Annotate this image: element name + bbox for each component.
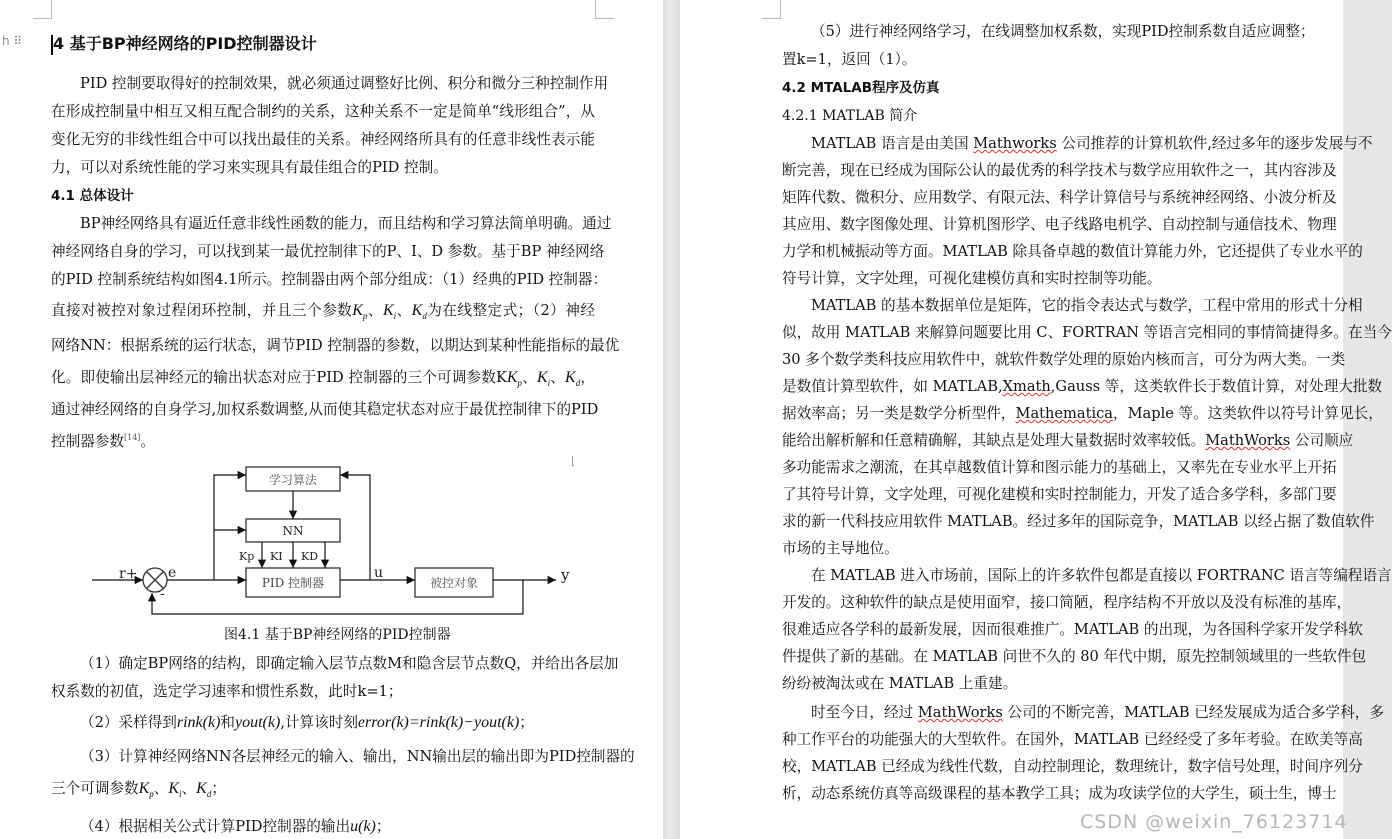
- spellcheck-flagged-word: MathWorks: [917, 704, 1003, 721]
- text-run: 为在线整定式；（2）神经: [426, 302, 595, 319]
- kp-label: Kp: [239, 550, 255, 563]
- document-page-right: [680, 0, 1392, 839]
- pid-block-diagram: [0, 455, 620, 623]
- learning-algorithm-label: 学习算法: [268, 473, 318, 487]
- text-line[interactable]: [782, 376, 1383, 398]
- math-subscript: d: [206, 789, 212, 800]
- text-line[interactable]: [51, 241, 605, 263]
- text-line[interactable]: [51, 335, 620, 357]
- text-run: 似，故用 MATLAB 来解算问题要比用 C、FORTRAN 等语言完相同的事情简捷得多。在当今: [782, 324, 1392, 341]
- margin-corner-mark: [33, 0, 52, 19]
- math-symbol: [168, 780, 182, 800]
- text-line[interactable]: [51, 101, 595, 123]
- text-run: BP神经网络具有逼近任意非线性函数的能力，而且结构和学习算法简单明确。通过: [80, 215, 612, 232]
- text-run: ；: [375, 818, 391, 835]
- text-run: （4）根据相关公式计算PID控制器的输出: [80, 818, 351, 835]
- text-line[interactable]: [51, 129, 595, 151]
- math-base: K: [352, 302, 363, 319]
- text-run: 三个可调参数: [51, 780, 139, 797]
- margin-corner-mark: [595, 0, 614, 19]
- text-line[interactable]: [782, 160, 1337, 182]
- text-run: 件提供了新的基础。在 MATLAB 问世不久的 80 年代中期，原先控制领域里的一些软件包: [782, 648, 1367, 665]
- text-run: 化。即使输出层神经元的输出状态对应于PID 控制器的三个可调参数K: [51, 369, 507, 386]
- text-line[interactable]: [782, 538, 1325, 560]
- text-run: 直接对被控对象过程闭环控制，并且三个参数: [51, 302, 353, 319]
- math-base: K: [536, 369, 548, 386]
- text-run: 通过神经网络的自身学习,加权系数调整,从而使其稳定状态对应于最优控制律下的PID: [51, 401, 599, 418]
- text-line[interactable]: [782, 673, 1325, 695]
- input-r-label: r+: [119, 566, 138, 582]
- figure-caption: 图4.1 基于BP神经网络的PID控制器: [224, 627, 451, 643]
- text-run: 、: [396, 302, 412, 319]
- margin-corner-mark: [572, 456, 574, 466]
- output-y-label: y: [561, 566, 570, 584]
- text-line[interactable]: [51, 367, 595, 389]
- text-run: PID 控制要取得好的控制效果，就必须通过调整好比例、积分和微分三种控制作用: [80, 75, 609, 92]
- math-expression: rink(k): [176, 714, 221, 731]
- page-gap: [663, 0, 680, 839]
- control-u-label: u: [374, 565, 384, 581]
- text-run: 和: [220, 714, 235, 731]
- text-run: 很难适应各学科的最新发展，因而很难推广。MATLAB 的出现，为各国科学家开发学科软: [782, 621, 1363, 638]
- text-line[interactable]: [80, 73, 609, 95]
- text-run: ；: [211, 780, 226, 797]
- math-symbol: [565, 369, 581, 389]
- text-line[interactable]: [782, 619, 1363, 641]
- text-run: 神经网络自身的学习，可以找到某一最优控制律下的P、I、D 参数。基于BP 神经网络: [51, 243, 605, 260]
- paragraph-drag-handle-icon[interactable]: h ⠿: [2, 34, 23, 48]
- text-run: 力，可以对系统性能的学习来实现具有最佳组合的PID 控制。: [51, 159, 448, 176]
- subsection-heading-4-2-1[interactable]: 4.2.1 MATLAB 简介: [782, 108, 918, 124]
- text-run: 开发的。这种软件的缺点是使用面窄，接口简陋，程序结构不开放以及没有标准的基库，: [782, 594, 1352, 611]
- text-run: 。: [140, 432, 156, 450]
- text-line[interactable]: [782, 349, 1346, 371]
- text-run: 断完善，现在已经成为国际公认的最优秀的科学技术与数学应用软件之一，其内容涉及: [782, 162, 1337, 179]
- spellcheck-flagged-word: MathWorks: [1205, 432, 1291, 449]
- math-symbol: [382, 302, 397, 322]
- pid-controller-label: PID 控制器: [261, 576, 325, 590]
- math-base: K: [196, 780, 207, 797]
- text-run: 是数值计算型软件，如 MATLAB,: [782, 378, 1003, 395]
- math-subscript: d: [575, 378, 581, 389]
- text-line[interactable]: [811, 565, 1392, 587]
- citation-reference: [14]: [123, 433, 141, 442]
- kd-label: KD: [301, 550, 319, 563]
- spellcheck-flagged-word: Xmath: [1002, 378, 1051, 395]
- math-base: K: [138, 780, 150, 797]
- error-e-label: e: [168, 565, 177, 581]
- text-line[interactable]: [782, 756, 1363, 778]
- text-run: 力学和机械振动等方面。MATLAB 除具备卓越的数值计算能力外，它还提供了专业水平的: [782, 243, 1363, 260]
- text-line[interactable]: [782, 783, 1337, 805]
- text-line[interactable]: [782, 214, 1337, 236]
- text-run: 据效率高；另一类是数学分析型件，: [782, 405, 1016, 422]
- math-expression: error(k)=rink(k)−yout(k): [357, 714, 520, 731]
- text-run: 公司推荐的计算机软件,经过多年的逐步发展与不: [1056, 135, 1373, 152]
- nn-label: NN: [282, 524, 304, 538]
- text-run: 公司顺应: [1290, 432, 1354, 449]
- spellcheck-flagged-word: Mathworks: [973, 135, 1057, 152]
- text-line[interactable]: [782, 646, 1367, 668]
- section-heading-4-1[interactable]: 4.1 总体设计: [51, 188, 134, 204]
- text-run: 析，动态系统仿真等高级课程的基本教学工具；成为攻读学位的大学生，硕士生，博士: [782, 785, 1337, 802]
- plant-label: 被控对象: [429, 576, 479, 590]
- text-run: 、: [153, 780, 169, 797]
- text-run: 在形成控制量中相互又相互配合制约的关系，这种关系不一定是简单“线形组合”，从: [51, 103, 595, 120]
- math-symbol: [352, 302, 368, 322]
- section-heading-4-2[interactable]: 4.2 MTALAB程序及仿真: [782, 80, 940, 96]
- text-run: （5）进行神经网络学习，在线调整加权系数，实现PID控制系数自适应调整；: [811, 23, 1315, 40]
- math-subscript: p: [517, 378, 523, 389]
- text-run: 市场的主导地位。: [782, 540, 899, 557]
- margin-corner-mark: [762, 0, 781, 19]
- text-run: 了其符号计算，文字处理，可视化建模和实时控制能力，开发了适合多学科，多部门要: [782, 486, 1337, 503]
- text-run: ，Maple 等。这类软件以符号计算见长，: [1113, 405, 1383, 422]
- math-symbol: [196, 780, 212, 800]
- text-line[interactable]: [811, 133, 1373, 155]
- text-line[interactable]: [782, 484, 1337, 506]
- document-page-left: [0, 0, 663, 839]
- text-line[interactable]: [51, 399, 599, 421]
- text-line[interactable]: [782, 729, 1363, 751]
- text-line[interactable]: [811, 295, 1363, 317]
- text-line[interactable]: [80, 746, 635, 768]
- math-expression: u(k): [350, 818, 376, 835]
- text-line[interactable]: [782, 322, 1392, 344]
- text-line[interactable]: [782, 268, 1325, 290]
- math-symbol: [138, 780, 154, 800]
- math-subscript: i: [547, 378, 551, 389]
- ki-label: KI: [270, 550, 283, 563]
- spellcheck-flagged-word: Mathematica: [1015, 405, 1114, 422]
- text-line[interactable]: [782, 457, 1337, 479]
- math-base: K: [382, 302, 394, 319]
- text-line[interactable]: [782, 49, 1325, 71]
- text-run: 校，MATLAB 已经成为线性代数，自动控制理论，数理统计，数字信号处理，时间序列分: [782, 758, 1363, 775]
- text-run: 求的新一代科技应用软件 MATLAB。经过多年的国际竞争，MATLAB 以经占据了数值软件: [782, 513, 1375, 530]
- text-run: 在 MATLAB 进入市场前，国际上的许多软件包都是直接以 FORTRANC 语言等编程语言: [811, 567, 1392, 584]
- text-run: 网络NN：根据系统的运行状态，调节PID 控制器的参数，以期达到某种性能指标的最优: [51, 337, 620, 354]
- text-line[interactable]: [782, 511, 1375, 533]
- text-line[interactable]: [80, 712, 595, 734]
- text-line[interactable]: [51, 157, 595, 179]
- text-run: ,Gauss 等，这类软件长于数值计算，对处理大批数: [1050, 378, 1383, 395]
- text-run: 、: [522, 369, 537, 386]
- text-run: 权系数的初值，选定学习速率和惯性系数，此时k=1；: [51, 683, 403, 700]
- text-run: ，: [580, 369, 595, 386]
- text-line[interactable]: [80, 816, 595, 838]
- text-run: 的PID 控制系统结构如图4.1所示。控制器由两个部分组成：（1）经典的PID 控制器：: [51, 271, 608, 288]
- text-run: 30 多个数学类科技应用软件中，就软件数学处理的原始内核而言，可分为两大类。一类: [782, 351, 1346, 368]
- math-subscript: i: [393, 311, 397, 322]
- math-symbol: [506, 369, 523, 389]
- text-run: （2）采样得到: [80, 714, 177, 731]
- chapter-heading[interactable]: 4 基于BP神经网络的PID控制器设计: [53, 34, 317, 53]
- text-run: 能给出解析解和任意精确解，其缺点是处理大量数据时效率较低。: [782, 432, 1206, 449]
- text-run: （1）确定BP网络的结构，即确定输入层节点数M和隐含层节点数Q，并给出各层加: [80, 655, 619, 672]
- math-subscript: i: [179, 789, 182, 800]
- text-line[interactable]: [51, 681, 595, 703]
- minus-sign-label: -: [160, 586, 165, 602]
- text-line[interactable]: [51, 427, 595, 449]
- text-line[interactable]: [782, 187, 1337, 209]
- text-run: 、: [550, 369, 566, 386]
- text-run: 纷纷被淘汰或在 MATLAB 上重建。: [782, 675, 1018, 692]
- text-run: 种工作平台的功能强大的大型软件。在国外，MATLAB 已经经受了多年考验。在欧美等高: [782, 731, 1363, 748]
- text-run: ,计算该时刻: [280, 714, 358, 731]
- watermark: CSDN @weixin_76123714: [1080, 811, 1348, 833]
- text-line[interactable]: [811, 21, 1325, 43]
- text-run: 矩阵代数、微积分、应用数学、有限元法、科学计算信号与系统神经网络、小波分析及: [782, 189, 1337, 206]
- math-symbol: [536, 369, 551, 389]
- text-run: 公司的不断完善，MATLAB 已经发展成为适合多学科，多: [1002, 704, 1384, 721]
- text-run: 、: [181, 780, 197, 797]
- text-line[interactable]: [51, 778, 595, 800]
- math-base: K: [411, 302, 423, 319]
- math-subscript: p: [362, 311, 368, 322]
- math-symbol: [411, 302, 427, 322]
- text-run: （3）计算神经网络NN各层神经元的输入、输出，NN输出层的输出即为PID控制器的: [80, 748, 635, 765]
- math-base: K: [168, 780, 180, 797]
- text-run: MATLAB 的基本数据单位是矩阵，它的指令表达式与数学，工程中常用的形式十分相: [811, 297, 1363, 314]
- text-line[interactable]: [80, 213, 612, 235]
- text-run: 、: [367, 302, 383, 319]
- math-base: K: [565, 369, 576, 386]
- text-line[interactable]: [782, 430, 1354, 452]
- text-line[interactable]: [51, 269, 608, 291]
- text-line[interactable]: [811, 702, 1384, 724]
- text-run: 变化无穷的非线性组合中可以找出最佳的关系。神经网络所具有的任意非线性表示能: [51, 131, 595, 148]
- text-line[interactable]: [51, 300, 595, 322]
- text-run: 时至今日，经过: [811, 704, 918, 721]
- text-line[interactable]: [782, 403, 1383, 425]
- text-line[interactable]: [80, 653, 619, 675]
- text-run: 多功能需求之潮流，在其卓越数值计算和图示能力的基础上，又率先在专业水平上开拓: [782, 459, 1337, 476]
- text-line[interactable]: [782, 592, 1352, 614]
- text-run: ；: [519, 714, 534, 731]
- text-run: MATLAB 语言是由美国: [811, 135, 974, 152]
- text-run: 置k=1，返回（1）。: [782, 51, 917, 68]
- math-subscript: p: [149, 789, 154, 800]
- math-subscript: d: [422, 311, 427, 322]
- math-expression: yout(k): [235, 714, 281, 731]
- text-run: 符号计算，文字处理，可视化建模仿真和实时控制等功能。: [782, 270, 1162, 287]
- text-line[interactable]: [782, 241, 1363, 263]
- text-run: 其应用、数字图像处理、计算机图形学、电子线路电机学、自动控制与通信技术、物理: [782, 216, 1337, 233]
- text-run: 控制器参数: [51, 432, 124, 450]
- math-base: K: [506, 369, 518, 386]
